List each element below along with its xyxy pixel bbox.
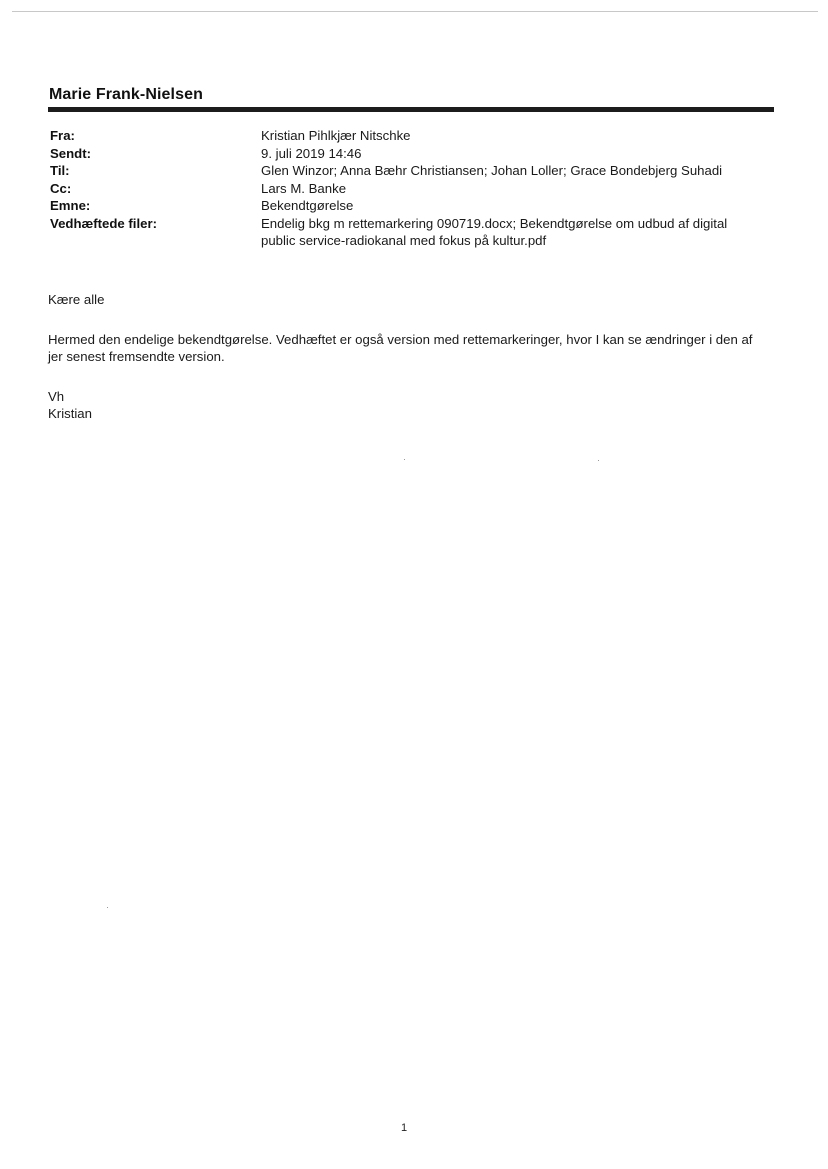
field-value: Endelig bkg m rettemarkering 090719.docx; Bekendtgørelse om udbud af digital public service-radiokanal med fokus på kultur.pdf — [261, 215, 728, 248]
field-value: Bekendtgørelse — [261, 198, 354, 213]
scan-speck — [404, 459, 405, 460]
greeting: Kære alle — [48, 292, 105, 307]
field-from — [50, 127, 761, 145]
field-to — [50, 162, 761, 180]
scan-speck — [598, 460, 599, 461]
field-subject — [50, 197, 761, 215]
email-body — [48, 291, 768, 423]
field-value: 9. juli 2019 14:46 — [261, 145, 362, 161]
field-attachments — [50, 215, 761, 250]
field-label: Emne: — [50, 198, 91, 213]
field-cc — [50, 180, 761, 198]
field-value: Lars M. Banke — [261, 180, 347, 196]
signature: Kristian — [48, 406, 92, 421]
page-number: 1 — [400, 1122, 408, 1134]
field-label: Sendt: — [50, 145, 92, 161]
field-value: Glen Winzor; Anna Bæhr Christiansen; Johan Loller; Grace Bondebjerg Suhadi — [261, 163, 723, 178]
mailbox-owner-name: Marie Frank-Nielsen — [49, 86, 203, 103]
header-bar — [48, 107, 774, 112]
top-divider — [12, 11, 818, 12]
field-sent — [50, 145, 761, 163]
field-label: Vedhæftede filer: — [50, 215, 157, 231]
field-value: Kristian Pihlkjær Nitschke — [261, 128, 411, 143]
closing: Vh — [48, 388, 65, 404]
body-paragraph: Hermed den endelige bekendtgørelse. Vedhæftet er også version med rettemarkeringer, hvor I kan se ændringer i den af jer senest fremsendte version. — [48, 331, 753, 364]
field-label: Fra: — [50, 128, 75, 143]
field-label: Cc: — [50, 180, 72, 196]
scan-speck — [107, 907, 108, 908]
email-header-fields — [50, 127, 761, 250]
field-label: Til: — [50, 163, 70, 178]
